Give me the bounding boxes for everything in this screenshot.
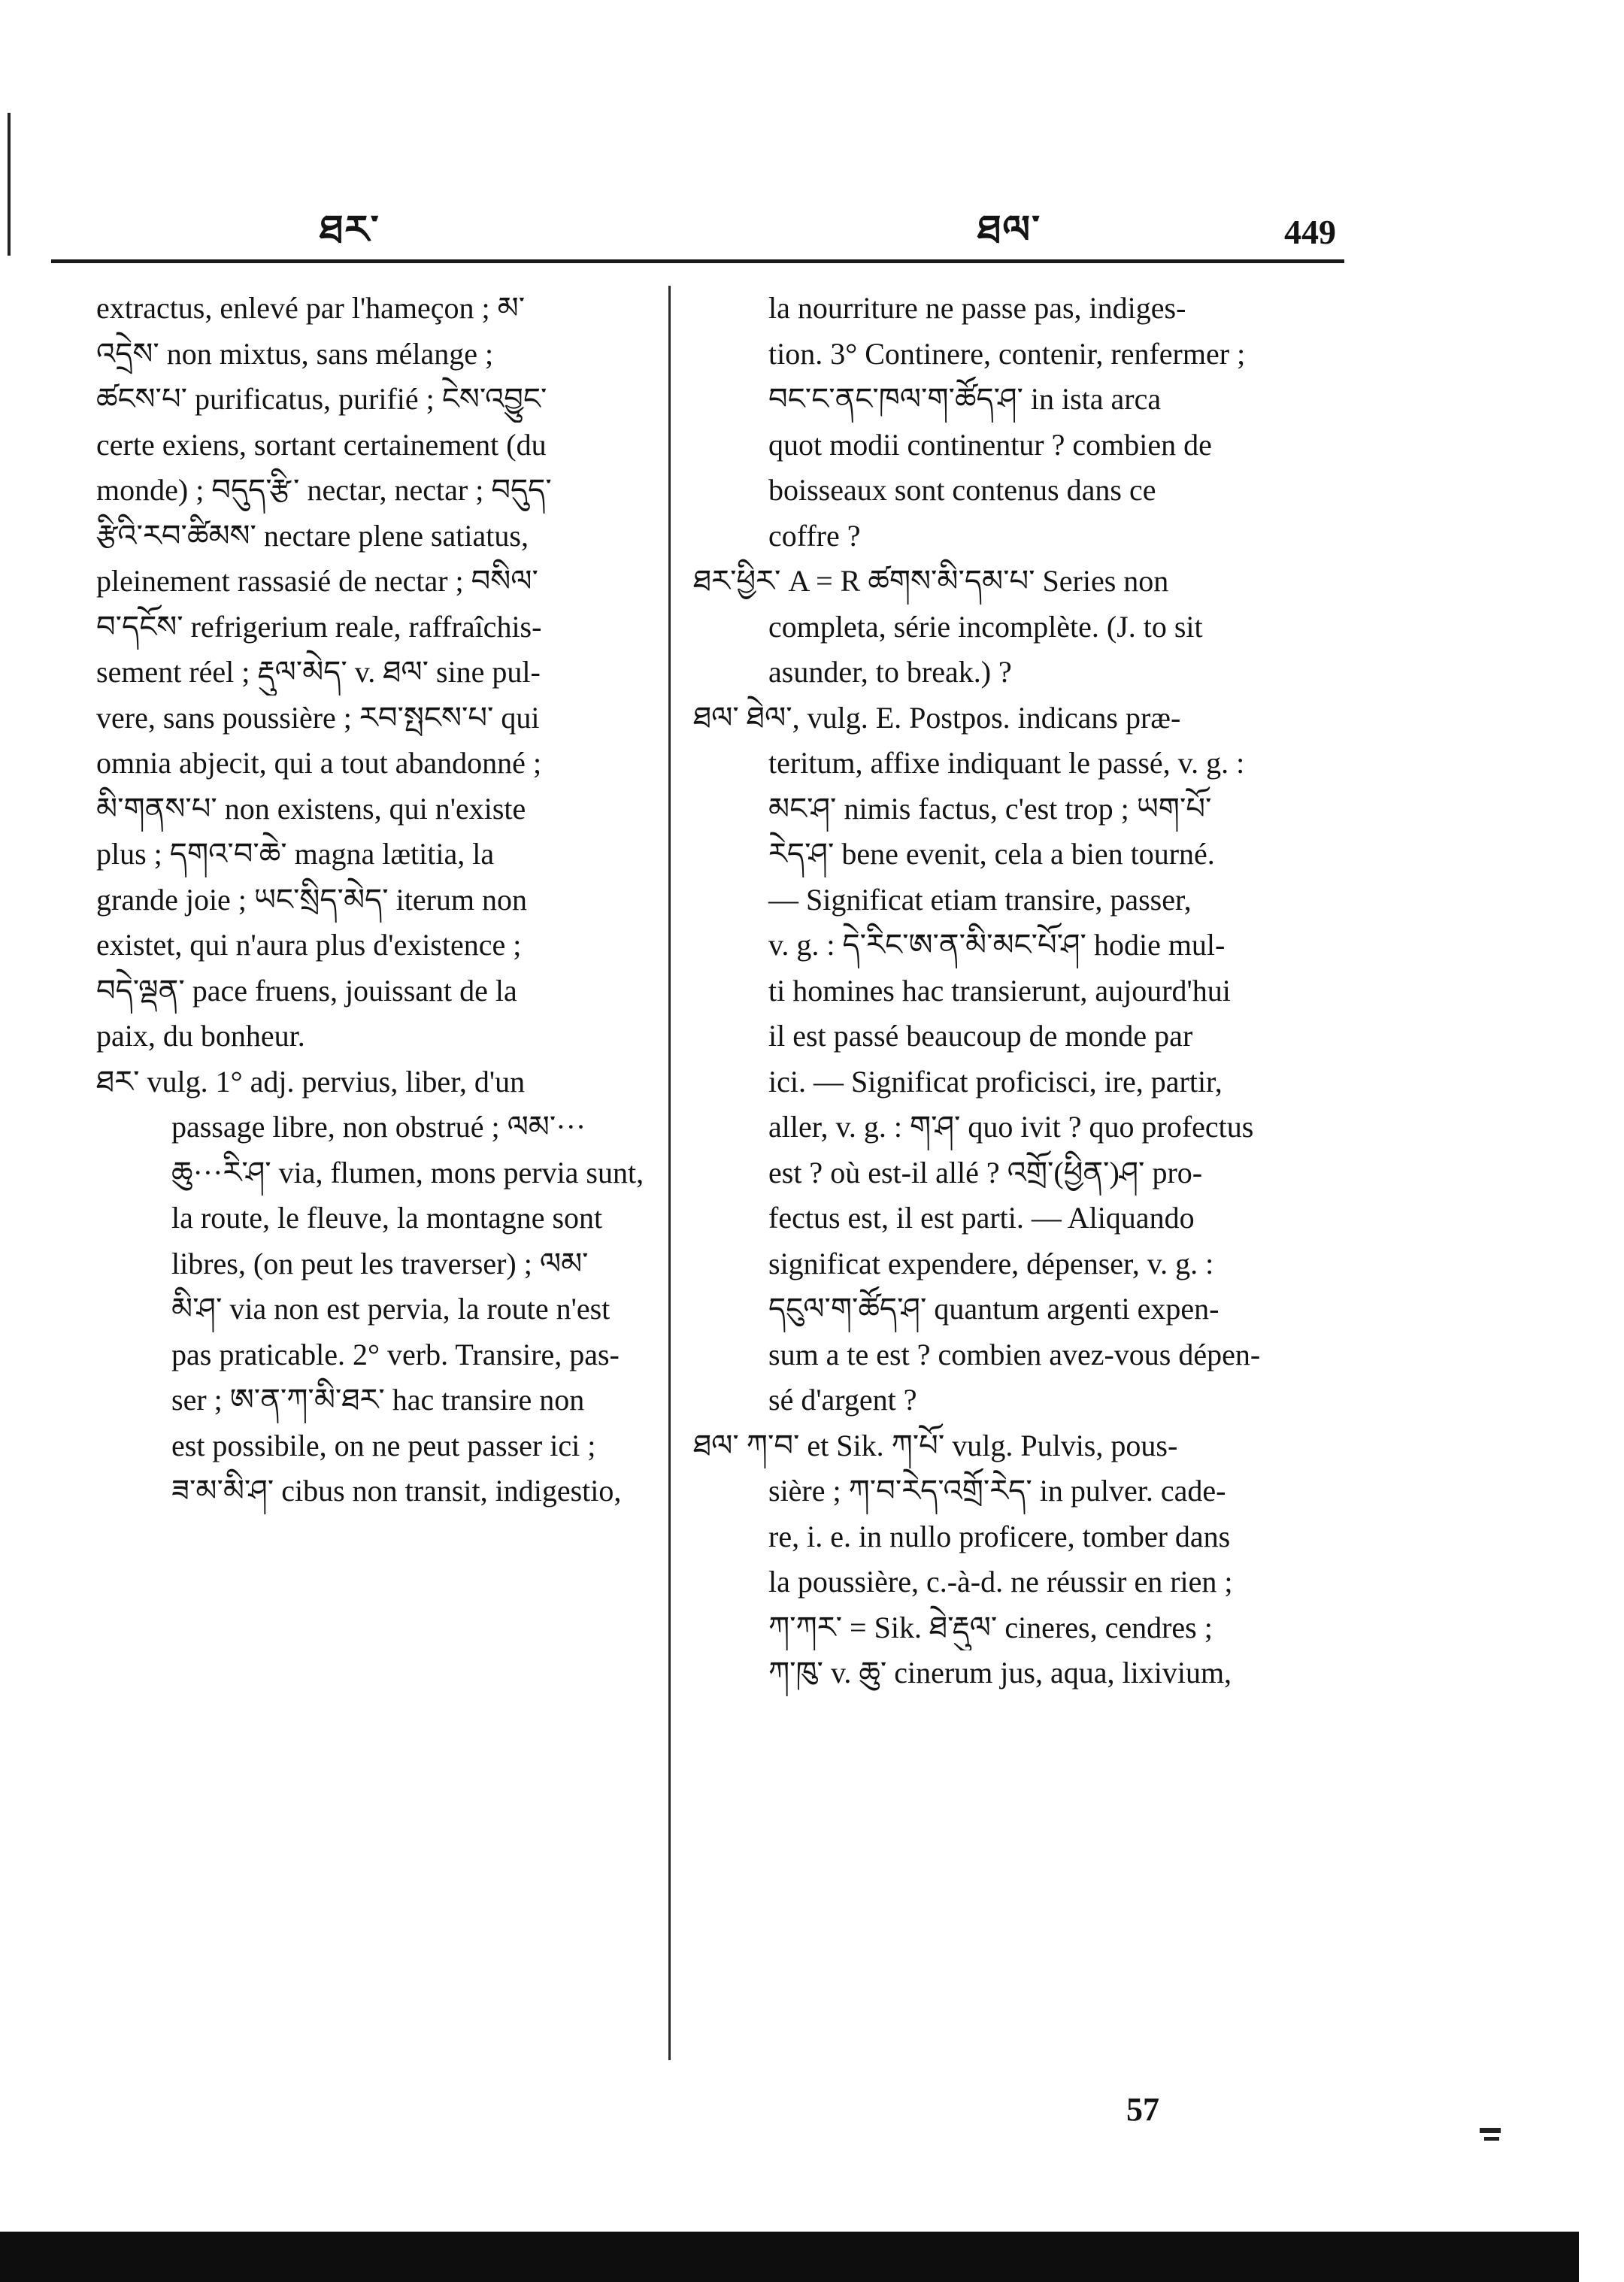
text-line: ཐར་ཕྱིར་ A = R ཚགས་མི་དམ་པ་ Series non — [693, 564, 1169, 598]
text-line: བདེ་ལྡན་ pace fruens, jouissant de la — [96, 973, 517, 1008]
text-line: རེད་ཤ་ bene evenit, cela a bien tourné. — [768, 837, 1215, 871]
text-line: aller, v. g. : ག་ཤ་ quo ivit ? quo profectus — [768, 1110, 1254, 1144]
text-line: la poussière, c.-à-d. ne réussir en rien ; — [768, 1565, 1233, 1599]
text-line: monde) ; བདུད་རྩི་ nectar, nectar ; བདུད་ — [96, 473, 552, 507]
text-line: ཚངས་པ་ purificatus, purifié ; ངེས་འབྱུང་ — [96, 382, 547, 416]
text-line: plus ; དགའ་བ་ཆེ་ magna lætitia, la — [96, 837, 495, 871]
text-line: མི་ཤ་ via non est pervia, la route n'est — [171, 1292, 611, 1326]
text-line: re, i. e. in nullo proficere, tomber dans — [768, 1519, 1231, 1553]
page-number: 449 — [1284, 213, 1336, 251]
text-line: certe exiens, sortant certainement (du — [96, 427, 547, 462]
header-left-word: ཐར་ — [320, 209, 380, 252]
scan-smudge-mark — [1480, 2128, 1501, 2133]
text-line: omnia abjecit, qui a tout abandonné ; — [96, 746, 542, 780]
text-line: completa, série incomplète. (J. to sit — [768, 609, 1203, 644]
text-line: sé d'argent ? — [768, 1383, 917, 1417]
text-line: il est passé beaucoup de monde par — [768, 1019, 1193, 1053]
text-line: pas praticable. 2° verb. Transire, pas- — [171, 1337, 620, 1371]
text-line: ti homines hac transierunt, aujourd'hui — [768, 973, 1231, 1008]
signature-number: 57 — [1126, 2091, 1159, 2128]
text-line: ཆུ···རི་ཤ་ via, flumen, mons pervia sunt, — [171, 1155, 644, 1189]
text-line: རྩིའི་རབ་ཚིམས་ nectare plene satiatus, — [96, 518, 529, 553]
right-column — [693, 286, 1329, 1696]
text-line: — Significat etiam transire, passer, — [768, 882, 1192, 917]
scan-smudge-mark — [1484, 2137, 1499, 2141]
text-line: v. g. : དེ་རིང་ཨ་ན་མི་མང་པོ་ཤ་ hodie mul- — [768, 928, 1226, 962]
text-line: sum a te est ? combien avez-vous dépen- — [768, 1337, 1261, 1371]
text-line: grande joie ; ཡང་སྲིད་མེད་ iterum non — [96, 882, 528, 917]
text-line: la route, le fleuve, la montagne sont — [171, 1201, 603, 1235]
text-line: paix, du bonheur. — [96, 1019, 305, 1053]
text-line: བ་དངོས་ refrigerium reale, raffraîchis- — [96, 609, 542, 644]
text-line: ཟ་མ་མི་ཤ་ cibus non transit, indigestio, — [171, 1474, 622, 1508]
text-line: extractus, enlevé par l'hameçon ; མ་ — [96, 291, 526, 325]
text-line: pleinement rassasié de nectar ; བསིལ་ — [96, 564, 538, 598]
text-line: མང་ཤ་ nimis factus, c'est trop ; ཡག་པོ་ — [768, 791, 1212, 826]
text-line: est ? où est-il allé ? འགྲོ་(ཕྱིན་)ཤ་ pro- — [768, 1155, 1203, 1189]
text-line: sement réel ; རྡུལ་མེད་ v. ཐལ་ sine pul- — [96, 655, 541, 689]
text-line: ཐར་ vulg. 1° adj. pervius, liber, d'un — [96, 1064, 526, 1099]
text-line: quot modii continentur ? combien de — [768, 427, 1212, 462]
scan-edge-mark — [8, 113, 11, 256]
text-line: བང་ང་ནང་ཁལ་ག་ཚོད་ཤ་ in ista arca — [768, 382, 1162, 416]
text-line: དངུལ་ག་ཚོད་ཤ་ quantum argenti expen- — [768, 1292, 1220, 1326]
column-divider — [668, 286, 671, 2060]
text-line: ཀ་ཁུ་ v. ཆུ་ cinerum jus, aqua, lixivium, — [768, 1656, 1232, 1690]
header-middle-word: ཐལ་ — [977, 209, 1042, 252]
text-line: tion. 3° Continere, contenir, renfermer ; — [768, 336, 1246, 371]
scan-bottom-bar — [0, 2232, 1579, 2282]
text-line: asunder, to break.) ? — [768, 655, 1012, 689]
text-line: est possibile, on ne peut passer ici ; — [171, 1428, 596, 1462]
text-line: fectus est, il est parti. — Aliquando — [768, 1201, 1195, 1235]
text-line: ཐལ་ ཐེལ་, vulg. E. Postpos. indicans præ- — [693, 700, 1181, 735]
text-line: ser ; ཨ་ན་ཀ་མི་ཐར་ hac transire non — [171, 1383, 585, 1417]
text-line: coffre ? — [768, 518, 861, 553]
text-line: མི་གནས་པ་ non existens, qui n'existe — [96, 791, 526, 826]
text-line: ཀ་ཀར་ = Sik. ཐེ་རྡུལ་ cineres, cendres ; — [768, 1610, 1213, 1644]
text-line: vere, sans poussière ; རབ་སྤངས་པ་ qui — [96, 700, 540, 735]
text-line: existet, qui n'aura plus d'existence ; — [96, 928, 522, 962]
text-line: passage libre, non obstrué ; ལམ་··· — [171, 1110, 586, 1144]
text-line: teritum, affixe indiquant le passé, v. g. : — [768, 746, 1245, 780]
text-line: la nourriture ne passe pas, indiges- — [768, 291, 1186, 325]
left-column — [96, 286, 653, 1514]
text-line: འདྲེས་ non mixtus, sans mélange ; — [96, 336, 494, 371]
text-line: libres, (on peut les traverser) ; ལམ་ — [171, 1246, 589, 1280]
text-line: significat expendere, dépenser, v. g. : — [768, 1246, 1214, 1280]
text-line: sière ; ཀ་བ་རེད་འགྲོ་རེད་ in pulver. cade- — [768, 1474, 1226, 1508]
header-rule — [51, 259, 1344, 263]
text-line: boisseaux sont contenus dans ce — [768, 473, 1156, 507]
text-line: ཐལ་ ཀ་བ་ et Sik. ཀ་པོ་ vulg. Pulvis, pous- — [693, 1428, 1178, 1462]
text-line: ici. — Significat proficisci, ire, partir, — [768, 1064, 1223, 1099]
